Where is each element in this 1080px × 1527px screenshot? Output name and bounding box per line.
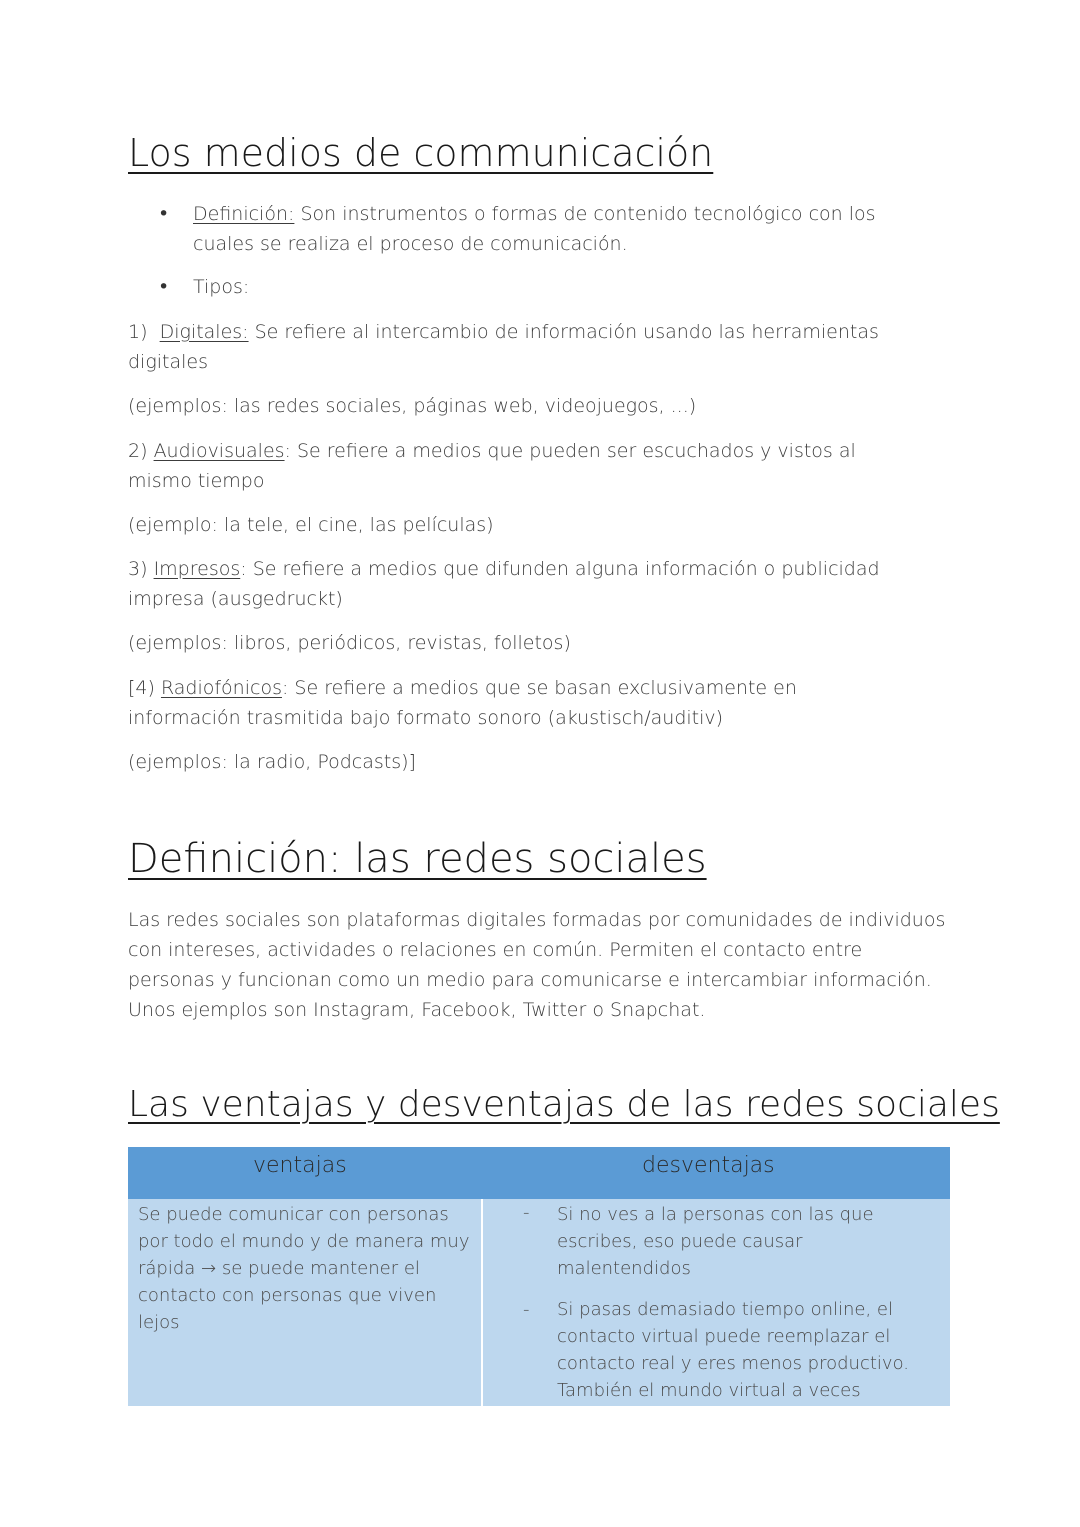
header-label: desventajas <box>642 1153 775 1178</box>
dash-marker: - <box>523 1202 530 1223</box>
tipos-label: Tipos: <box>193 276 250 298</box>
desventaja-text: Si pasas demasiado tiempo online, el contacto virtual puede reemplazar el contacto real y eres menos productivo. También el mundo virtual a veces <box>557 1299 909 1401</box>
type-text: : Se refiere a medios que se basan exclusivamente en información trasmitida bajo formato sonoro (akustisch/auditiv) <box>128 677 797 729</box>
header-label: ventajas <box>253 1153 347 1178</box>
type-number: [4) <box>128 677 155 699</box>
redes-definition-text: Las redes sociales son plataformas digitales formadas por comunidades de individuos con intereses, actividades o relaciones en común. Permiten el contacto entre personas y funcionan como un medio para comunicarse e intercambiar información. Unos ejemplos son Instagram, Facebook, Twitter o Snapchat. <box>128 909 946 1021</box>
type-impresos <box>128 554 928 614</box>
ventajas-cell <box>128 1199 482 1406</box>
table-header-row <box>128 1147 950 1199</box>
definition-label: Definición: <box>193 203 295 225</box>
dash-marker: - <box>523 1299 530 1320</box>
type-text: : Se refiere a medios que pueden ser escuchados y vistos al mismo tiempo <box>128 440 856 492</box>
ventajas-text: Se puede comunicar con personas por todo el mundo y de manera muy rápida → se puede mantener el contacto con personas que viven lejos <box>138 1204 470 1333</box>
section-title-redes: Definición: las redes sociales <box>128 836 707 882</box>
section-title-medios: Los medios de communicación <box>128 131 714 175</box>
pros-cons-table <box>128 1147 950 1406</box>
type-examples: (ejemplos: libros, periódicos, revistas, folletos) <box>128 632 571 654</box>
type-name: Impresos <box>153 558 241 580</box>
type-audiovisuales <box>128 436 908 496</box>
bullet-icon: • <box>158 203 170 225</box>
type-examples: (ejemplo: la tele, el cine, las películas) <box>128 514 494 536</box>
type-digitales <box>128 317 928 377</box>
type-name: Audiovisuales <box>153 440 285 462</box>
list-item <box>483 1199 950 1282</box>
bullet-icon: • <box>158 276 170 298</box>
type-text: : Se refiere a medios que difunden alguna información o publicidad impresa (ausgedruckt) <box>128 558 880 610</box>
type-text: Se refiere al intercambio de información usando las herramientas digitales <box>128 321 879 373</box>
definition-paragraph <box>193 199 938 259</box>
definition-text: Son instrumentos o formas de contenido tecnológico con los cuales se realiza el proceso de comunicación. <box>193 203 876 255</box>
type-radiofonicos <box>128 673 848 733</box>
type-number: 1) <box>128 321 148 343</box>
type-name: Radiofónicos <box>160 677 282 699</box>
desventajas-cell <box>482 1199 950 1406</box>
table-row <box>128 1199 950 1406</box>
header-desventajas <box>482 1147 950 1199</box>
type-number: 3) <box>128 558 148 580</box>
desventaja-text: Si no ves a la personas con las que escribes, eso puede causar malentendidos <box>557 1204 874 1279</box>
section-title-ventajas: Las ventajas y desventajas de las redes sociales <box>128 1084 1000 1125</box>
header-ventajas <box>128 1147 482 1199</box>
type-examples: (ejemplos: las redes sociales, páginas web, videojuegos, ...) <box>128 395 697 417</box>
type-examples: (ejemplos: la radio, Podcasts)] <box>128 751 416 773</box>
type-number: 2) <box>128 440 148 462</box>
type-name: Digitales: <box>159 321 249 343</box>
list-item <box>483 1282 950 1404</box>
